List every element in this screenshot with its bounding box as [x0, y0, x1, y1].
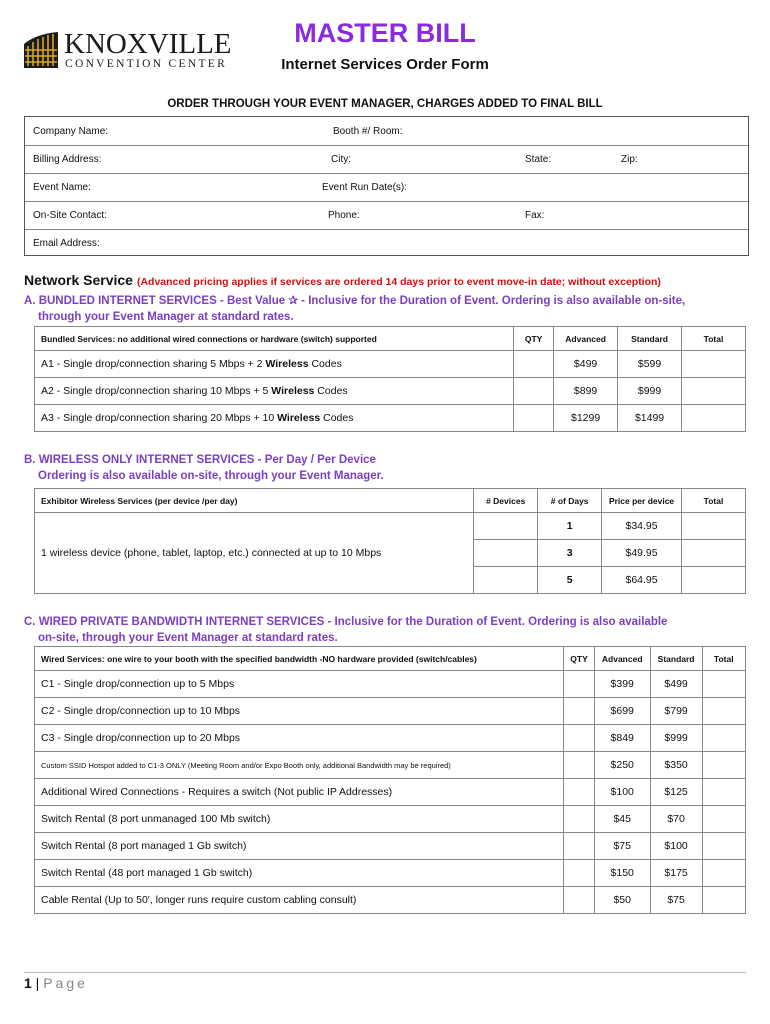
- devices-cell[interactable]: [474, 567, 538, 594]
- total-cell[interactable]: [682, 378, 746, 405]
- col-header-standard: Standard: [618, 327, 682, 351]
- col-header-total: Total: [682, 327, 746, 351]
- table-header-row: [35, 327, 746, 351]
- advanced-price: $100: [594, 779, 650, 806]
- table-row: [35, 887, 746, 914]
- table-row: [35, 513, 746, 540]
- col-header-price: Price per device: [602, 489, 682, 513]
- standard-price: $999: [650, 725, 702, 752]
- col-header-service: Exhibitor Wireless Services (per device /per day): [35, 489, 474, 513]
- section-b-heading: [24, 452, 754, 484]
- service-label: C1 - Single drop/connection up to 5 Mbps: [35, 671, 564, 698]
- advanced-price: $150: [594, 860, 650, 887]
- section-b-heading-line1: B. WIRELESS ONLY INTERNET SERVICES - Per Day / Per Device: [24, 454, 376, 466]
- standard-price: $350: [650, 752, 702, 779]
- advanced-price: $75: [594, 833, 650, 860]
- service-label: A1 - Single drop/connection sharing 5 Mbps + 2 Wireless Codes: [35, 351, 514, 378]
- info-row-email[interactable]: [25, 229, 748, 257]
- total-cell[interactable]: [682, 567, 746, 594]
- service-label: Additional Wired Connections - Requires a switch (Not public IP Addresses): [35, 779, 564, 806]
- wireless-description: 1 wireless device (phone, tablet, laptop, etc.) connected at up to 10 Mbps: [35, 513, 474, 594]
- service-label: Switch Rental (8 port managed 1 Gb switch): [35, 833, 564, 860]
- phone-label: Phone:: [328, 210, 360, 221]
- total-cell[interactable]: [702, 887, 745, 914]
- form-subtitle: Internet Services Order Form: [281, 56, 489, 73]
- price-per-device: $64.95: [602, 567, 682, 594]
- service-label: C2 - Single drop/connection up to 10 Mbps: [35, 698, 564, 725]
- standard-price: $599: [618, 351, 682, 378]
- qty-cell[interactable]: [514, 405, 554, 432]
- qty-cell[interactable]: [564, 752, 594, 779]
- table-row: [35, 725, 746, 752]
- page-footer: [24, 975, 88, 991]
- bundled-services-table: [34, 326, 746, 432]
- col-header-advanced: Advanced: [594, 647, 650, 671]
- standard-price: $799: [650, 698, 702, 725]
- qty-cell[interactable]: [564, 833, 594, 860]
- advanced-price: $1299: [554, 405, 618, 432]
- advanced-price: $499: [554, 351, 618, 378]
- qty-cell[interactable]: [564, 698, 594, 725]
- standard-price: $125: [650, 779, 702, 806]
- table-header-row: [35, 647, 746, 671]
- col-header-total: Total: [682, 489, 746, 513]
- table-row: [35, 378, 746, 405]
- standard-price: $100: [650, 833, 702, 860]
- col-header-standard: Standard: [650, 647, 702, 671]
- qty-cell[interactable]: [564, 806, 594, 833]
- advanced-price: $250: [594, 752, 650, 779]
- company-name-label: Company Name:: [33, 126, 109, 137]
- col-header-devices: # Devices: [474, 489, 538, 513]
- total-cell[interactable]: [682, 513, 746, 540]
- days-value: 1: [538, 513, 602, 540]
- col-header-qty: QTY: [514, 327, 554, 351]
- devices-cell[interactable]: [474, 540, 538, 567]
- advanced-price: $899: [554, 378, 618, 405]
- advanced-price: $45: [594, 806, 650, 833]
- qty-cell[interactable]: [564, 725, 594, 752]
- total-cell[interactable]: [682, 405, 746, 432]
- total-cell[interactable]: [702, 779, 745, 806]
- event-run-dates-label: Event Run Date(s):: [322, 182, 408, 193]
- service-label: A3 - Single drop/connection sharing 20 Mbps + 10 Wireless Codes: [35, 405, 514, 432]
- standard-price: $499: [650, 671, 702, 698]
- total-cell[interactable]: [682, 351, 746, 378]
- info-row-billing[interactable]: [25, 145, 748, 174]
- service-label: C3 - Single drop/connection up to 20 Mbps: [35, 725, 564, 752]
- col-header-service: Wired Services: one wire to your booth with the specified bandwidth -NO hardware provided (switch/cables): [35, 647, 564, 671]
- info-row-company[interactable]: [25, 117, 748, 146]
- table-row: [35, 779, 746, 806]
- total-cell[interactable]: [702, 698, 745, 725]
- table-row: [35, 833, 746, 860]
- col-header-total: Total: [702, 647, 745, 671]
- page-number: 1: [24, 975, 32, 991]
- standard-price: $175: [650, 860, 702, 887]
- total-cell[interactable]: [682, 540, 746, 567]
- table-row: [35, 806, 746, 833]
- service-label: A2 - Single drop/connection sharing 10 Mbps + 5 Wireless Codes: [35, 378, 514, 405]
- section-b-heading-line2: Ordering is also available on-site, through your Event Manager.: [38, 470, 384, 482]
- logo-name: KNOXVILLE: [64, 28, 232, 60]
- col-header-qty: QTY: [564, 647, 594, 671]
- onsite-contact-label: On-Site Contact:: [33, 210, 107, 221]
- section-c-heading-line2: on-site, through your Event Manager at standard rates.: [38, 632, 338, 644]
- advanced-price: $399: [594, 671, 650, 698]
- state-label: State:: [525, 154, 552, 165]
- section-a-heading-line1: A. BUNDLED INTERNET SERVICES - Best Value ✰ - Inclusive for the Duration of Event. Ordering is also available on-site,: [24, 295, 686, 307]
- billing-address-label: Billing Address:: [33, 154, 102, 165]
- col-header-service: Bundled Services: no additional wired connections or hardware (switch) supported: [35, 327, 514, 351]
- qty-cell[interactable]: [564, 887, 594, 914]
- standard-price: $70: [650, 806, 702, 833]
- qty-cell[interactable]: [564, 779, 594, 806]
- section-c-heading-line1: C. WIRED PRIVATE BANDWIDTH INTERNET SERVICES - Inclusive for the Duration of Event. Ordering is also available: [24, 616, 668, 628]
- standard-price: $1499: [618, 405, 682, 432]
- service-label: Switch Rental (8 port unmanaged 100 Mb switch): [35, 806, 564, 833]
- network-service-heading: [24, 272, 661, 288]
- days-value: 3: [538, 540, 602, 567]
- table-row: [35, 351, 746, 378]
- qty-cell[interactable]: [564, 860, 594, 887]
- section-a-heading-line2: through your Event Manager at standard rates.: [38, 311, 294, 323]
- city-label: City:: [331, 154, 351, 165]
- table-row: [35, 698, 746, 725]
- total-cell[interactable]: [702, 671, 745, 698]
- advanced-price: $699: [594, 698, 650, 725]
- wireless-services-table: [34, 488, 746, 594]
- table-row: [35, 860, 746, 887]
- page-title: MASTER BILL: [294, 18, 476, 48]
- qty-cell[interactable]: [514, 378, 554, 405]
- zip-label: Zip:: [621, 154, 638, 165]
- page-separator: |: [31, 975, 44, 991]
- customer-info-box: [24, 116, 749, 256]
- table-row: [35, 752, 746, 779]
- total-cell[interactable]: [702, 833, 745, 860]
- section-c-heading: [24, 614, 754, 646]
- price-per-device: $34.95: [602, 513, 682, 540]
- qty-cell[interactable]: [564, 671, 594, 698]
- table-header-row: [35, 489, 746, 513]
- table-row: [35, 671, 746, 698]
- email-address-label: Email Address:: [33, 238, 100, 249]
- standard-price: $75: [650, 887, 702, 914]
- booth-room-label: Booth #/ Room:: [333, 126, 403, 137]
- advanced-pricing-note: (Advanced pricing applies if services are ordered 14 days prior to event move-in date; without exception): [136, 276, 661, 288]
- footer-divider: [24, 972, 746, 973]
- event-name-label: Event Name:: [33, 182, 91, 193]
- price-per-device: $49.95: [602, 540, 682, 567]
- order-instructions: ORDER THROUGH YOUR EVENT MANAGER, CHARGES ADDED TO FINAL BILL: [167, 98, 603, 110]
- fax-label: Fax:: [525, 210, 545, 221]
- total-cell[interactable]: [702, 806, 745, 833]
- service-label: Switch Rental (48 port managed 1 Gb switch): [35, 860, 564, 887]
- section-a-heading: [24, 293, 754, 325]
- advanced-price: $849: [594, 725, 650, 752]
- qty-cell[interactable]: [514, 351, 554, 378]
- total-cell[interactable]: [702, 752, 745, 779]
- service-label: Cable Rental (Up to 50', longer runs require custom cabling consult): [35, 887, 564, 914]
- col-header-days: # of Days: [538, 489, 602, 513]
- page-label: Page: [43, 975, 88, 991]
- service-label: Custom SSID Hotspot added to C1-3 ONLY (Meeting Room and/or Expo Booth only, additional Bandwidth may be required): [35, 752, 564, 779]
- devices-cell[interactable]: [474, 513, 538, 540]
- info-row-event[interactable]: [25, 173, 748, 202]
- info-row-contact[interactable]: [25, 201, 748, 230]
- network-service-title: Network Service: [24, 272, 133, 288]
- total-cell[interactable]: [702, 860, 745, 887]
- standard-price: $999: [618, 378, 682, 405]
- col-header-advanced: Advanced: [554, 327, 618, 351]
- advanced-price: $50: [594, 887, 650, 914]
- wired-services-table: [34, 646, 746, 914]
- logo-subtitle: CONVENTION CENTER: [65, 58, 228, 70]
- days-value: 5: [538, 567, 602, 594]
- table-row: [35, 405, 746, 432]
- total-cell[interactable]: [702, 725, 745, 752]
